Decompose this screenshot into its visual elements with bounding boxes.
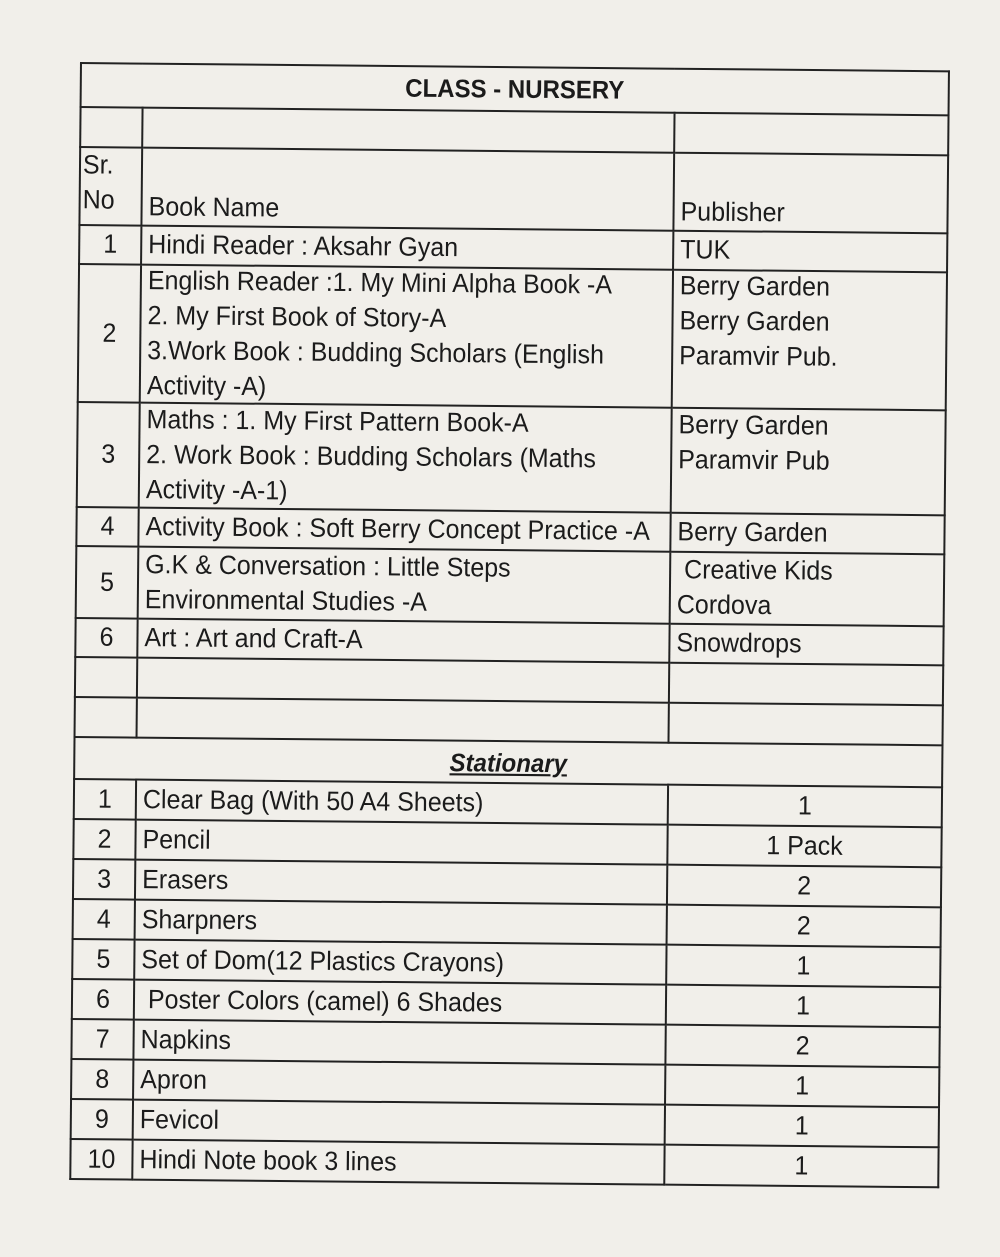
book-row [76, 546, 945, 626]
stationary-body [70, 779, 942, 1187]
book-publisher-line: Cordova [676, 589, 772, 621]
stationary-row [70, 1139, 938, 1187]
stationary-sr-no: 6 [72, 978, 134, 1021]
header-sr-no [79, 145, 142, 228]
book-publisher-line: Berry Garden [679, 270, 831, 303]
stationary-sr-no: 8 [71, 1058, 133, 1101]
book-name-line: Art : Art and Craft-A [144, 622, 363, 655]
stationary-sr-no: 10 [70, 1138, 132, 1181]
book-publisher-cell [672, 266, 947, 415]
stationary-sr-no: 1 [74, 778, 136, 821]
book-name-line: Activity -A) [146, 370, 267, 402]
book-name-line: Maths : 1. My First Pattern Book-A [146, 404, 529, 439]
book-name-cell [138, 544, 671, 625]
book-sr-no: 6 [75, 617, 137, 659]
book-publisher-line: Berry Garden [677, 516, 828, 549]
stationary-item: Hindi Note book 3 lines [132, 1138, 664, 1186]
blank-cell [75, 696, 137, 739]
stationary-title: Stationary [74, 736, 942, 789]
book-name-line: English Reader :1. My Mini Alpha Book -A [147, 265, 613, 300]
stationary-qty: 1 [665, 1103, 939, 1148]
book-name-line: Activity Book : Soft Berry Concept Practice -A [145, 511, 651, 547]
book-publisher-line: Berry Garden [679, 305, 830, 338]
stationary-qty: 2 [665, 1023, 939, 1068]
header-book-name: Book Name [141, 145, 674, 233]
stationary-sr-no: 5 [72, 938, 134, 981]
book-name-line: Activity -A-1) [145, 474, 288, 506]
book-publisher-line: TUK [680, 234, 731, 266]
stationary-sr-no: 2 [73, 818, 135, 861]
book-publisher-line: Berry Garden [678, 409, 829, 442]
book-sr-no: 5 [76, 544, 139, 621]
book-publisher-cell [670, 512, 944, 556]
stationary-item: Clear Bag (With 50 A4 Sheets) [136, 778, 668, 826]
stationary-item: Set of Dom(12 Plastics Crayons) [134, 938, 666, 986]
blank-cell [668, 701, 942, 746]
stationary-sr-no: 7 [71, 1018, 133, 1061]
stationary-sr-no: 3 [73, 858, 135, 901]
book-sr-no: 4 [76, 506, 138, 548]
stationary-qty: 2 [667, 903, 941, 948]
header-publisher: Publisher [673, 150, 948, 235]
stationary-item: Poster Colors (camel) 6 Shades [134, 978, 666, 1026]
book-publisher-cell [670, 550, 945, 629]
stationary-qty: 1 [665, 1063, 939, 1108]
stationary-item: Sharpners [135, 898, 667, 946]
book-name-line: 2. My First Book of Story-A [147, 300, 447, 334]
book-publisher-line: Creative Kids [677, 554, 833, 587]
header-sr-line2: No [82, 184, 115, 215]
stationary-sr-no: 4 [73, 898, 135, 941]
blank-cell [80, 106, 142, 149]
book-name-cell [139, 399, 672, 515]
blank-cell [669, 661, 943, 706]
stationary-qty: 1 [668, 783, 942, 828]
book-publisher-line: Paramvir Pub. [679, 340, 838, 373]
book-sr-no: 3 [77, 399, 140, 511]
book-list-sheet [69, 62, 948, 1245]
stationary-item: Erasers [135, 858, 667, 906]
stationary-item: Fevicol [133, 1098, 665, 1146]
stationary-item: Apron [133, 1058, 665, 1106]
book-publisher-cell [671, 405, 946, 519]
stationary-qty: 1 [666, 943, 940, 988]
stationary-item: Napkins [133, 1018, 665, 1066]
book-row [78, 264, 947, 410]
books-body [75, 225, 947, 665]
book-publisher-cell [669, 623, 943, 667]
book-sr-no: 2 [78, 260, 141, 407]
stationary-qty: 1 [664, 1143, 938, 1188]
book-row [77, 402, 946, 515]
stationary-qty: 2 [667, 863, 941, 908]
book-publisher-line: Snowdrops [676, 627, 802, 659]
stationary-sr-no: 9 [71, 1098, 133, 1141]
book-name-cell [140, 260, 673, 411]
book-list-table [69, 62, 950, 1188]
stationary-qty: 1 Pack [667, 823, 941, 868]
book-sr-no: 1 [79, 224, 141, 266]
stationary-item: Pencil [135, 818, 667, 866]
book-name-line: 3.Work Book : Budding Scholars (English [147, 335, 605, 370]
page-title: CLASS - NURSERY [81, 62, 949, 117]
book-name-line: Environmental Studies -A [144, 584, 428, 618]
header-sr-line1: Sr. [82, 149, 114, 180]
book-name-line: Hindi Reader : Aksahr Gyan [148, 229, 459, 263]
book-name-line: G.K & Conversation : Little Steps [145, 549, 511, 583]
book-name-line: 2. Work Book : Budding Scholars (Maths [146, 439, 597, 474]
blank-cell [75, 656, 137, 699]
book-publisher-line: Paramvir Pub [678, 444, 830, 477]
stationary-qty: 1 [666, 983, 940, 1028]
